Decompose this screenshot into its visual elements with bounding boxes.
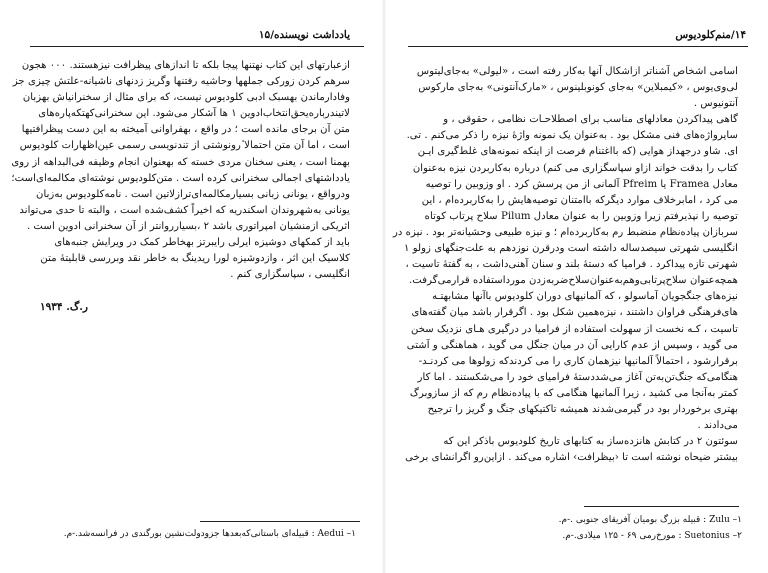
- text-line: گاهی پیداکردن معادلهای مناسب برای اصطلاحـات نظامی ، حقوقی ، و: [443, 114, 738, 126]
- text-line: می‌دادند .: [697, 420, 738, 432]
- text-line: یادداشتهای اجمالی سخنرانی کرده است . متن‌کلودیوس نوشته‌ای مکالمه‌ای‌است؛: [11, 172, 350, 184]
- body-text-right: [392, 64, 738, 466]
- signature-date: ر.گ. ۱۹۳۴: [40, 301, 88, 313]
- text-line: یونانی به‌شهروندان اسکندریه که اخیراً کشف‌شده است ، والبته تا حدی می‌تواند: [19, 204, 350, 216]
- header-rule: [408, 46, 748, 47]
- footnote-rule: [584, 506, 739, 507]
- footnotes-right: [559, 512, 742, 544]
- running-head-right: ۱۴/منم‌کلودیوس: [675, 29, 746, 41]
- running-head-left: یادداشت نویسنده/۱۵: [258, 29, 350, 41]
- text-line: تاسیت ، کـه نخست از سهولت استفاده از فرامیا در درگیری هـای نزدیک سخن: [410, 323, 738, 335]
- text-line: انگلیسی شهرتی سیصدساله داشته است ودرقرن نوزدهم به علت‌جنگهای زولو ۱: [404, 243, 738, 255]
- text-line: بهمنا است ، یعنی سخنان مردی خسته که بهعنوان انجام وظیفه فی‌البداهه از روی: [11, 156, 350, 168]
- text-line: های‌فرهنگی فراوان داشتند ، نیزه‌همین شکل بود . اگرقرار باشد میان گفته‌های: [411, 307, 738, 319]
- footnotes-left: [64, 526, 356, 542]
- text-line: ای. شاو درجهداز هوایی (که بااغتنام فرصت از اینکه نمونه‌های غلط‌گیری ایـن: [417, 146, 738, 158]
- text-line: کمتر به‌آنجا می کشید ، زیرا آلمانیها هنگامی که با پیاده‌نظام رم که از سازوبرگ: [409, 387, 738, 399]
- text-line: توصیه را نپذیرفتم زیرا وزوبین را به عنوان معادل Pilum سلاح پرتاب کوتاه: [424, 210, 738, 222]
- footnote: Suetonius –۲ : مورخ‌رمی ۶۹ - ۱۲۵ میلادی.-م.: [562, 531, 742, 541]
- text-line: وفادارماندن بهسبک ادبی کلودیوس نیست، که برای مثال از سخنرانیاش بهزبان: [22, 92, 350, 104]
- footnote: Aedui –۱ : قبیله‌ای باستانی‌که‌بعدها جزو‌دولت‌نشین بورگندی در فرانسه‌شد.-م.: [63, 529, 356, 539]
- text-line: متن آن برجای مانده است ؛ در واقع ، بهفراوانی آمیخته به این دست پیظرافتیها: [21, 124, 350, 136]
- text-line: می گوید ، وسپس از عدم کارایی آن در میان جنگل می گوید ، هماهنگی و آشتی: [406, 339, 738, 351]
- text-line: معادل Framea یا Pfreim آلمانی از من پرسش کرد . او وزوبین را توصیه: [425, 178, 738, 190]
- page-14: [384, 0, 768, 573]
- text-line: سوئتون ۲ در کتابش هانزده‌ساز به کتابهای تاریخ کلودیوس باذکر این که: [443, 436, 738, 448]
- text-line: است ، اما آن متن احتمالا ٔرونوشتی از تندنویسی رسمی عین‌اظهارات کلودیوس: [19, 140, 350, 152]
- footnote: Zulu –۱ : قبیله بزرگ بومیان آفریقای جنوبی .-م.: [558, 515, 742, 525]
- text-line: اسامی اشخاص آشناتر ازاشکال آنها به‌کار رفته است ، «لیولی» به‌جای‌لیتوس: [416, 66, 738, 77]
- footnote-rule: [200, 521, 360, 522]
- text-line: آنتونیوس .: [693, 98, 738, 110]
- header-rule: [30, 46, 364, 47]
- text-line: لی‌وی‌یوس ، «کیمبلاین» به‌جای کونوبلینوس ، «مارک‌آنتونی» به‌جای مارکوس: [418, 82, 738, 94]
- text-line: انگلیسی ، سپاسگزاری کنم .: [230, 269, 350, 281]
- text-line: ازعبارتهای این کتاب نهتنها پیجا بلکه تا اندازهای پیظرافت نیزهستند. ۰۰۰ هجون: [21, 60, 350, 71]
- text-line: کتاب را بدقت خواند ازاو سپاسگزاری می کنم) درباره به‌کاربردن نیزه به‌عنوان: [412, 162, 738, 174]
- text-line: بهتری برخوردار بود در گیرمی‌شدند همیشه تاکتیکهای جنگ و گریز را ترجیح: [427, 403, 738, 415]
- text-line: سایرواژه‌های فنی مشکل بود . به‌عنوان یک نمونه واژهٔ نیزه را ذکر می‌کنم . تی.: [406, 130, 738, 142]
- text-line: لاتیندرباره‌یحق‌انتخاب‌ادوین ۱ ها آشکار می‌شود. این سخنرانی‌کهتکه‌پاره‌های: [38, 108, 350, 120]
- text-line: هنگامی‌که جنگ‌تن‌به‌تن آغاز می‌شد‌دستهٔ فرامیای خود را می‌شکستند . اما کار: [417, 371, 738, 383]
- text-line: می کرد ، امابرخلاف موارد دیگرکه با‌امتنان توصیه‌هایش را به‌کاربرده‌ام ، این: [421, 194, 738, 206]
- text-line: شهرتی تازه پیداکرد . فرامیا که دستهٔ بلند و سنان آهنی‌داشت ، به گفتهٔ تاسیت ،: [405, 259, 738, 271]
- text-line: باید از کمکهای دوشیزه ایرلی رایبرتز بهخاطر کمک در ویرایش جنبه‌های: [54, 237, 350, 249]
- text-line: برقرارشود ، احتمالاً آلمانیها نیزهمان کاری را می کردندکه زولوها می کردنـد-: [418, 355, 738, 367]
- text-line: نیزه‌های جنگجویان آماسولو ، که آلمانیهای دوران کلودیوس باآنها مشابهتـه: [432, 291, 738, 303]
- text-line: ودرواقع ، یونانی زبانی بسیارمکالمه‌ای‌تراز‌لاتین است . نامه‌کلودیوس به‌زبان: [36, 188, 350, 200]
- text-line: سرهم کردن زورکی جملهها وحاشیه رفتنها وگریز زدنهای ناشیانه-علتش چیزی جز: [12, 76, 350, 88]
- text-line: بیشتر ضیحاه نوشته است تا ‹بیظرافت› اشاره می‌کند . ازاین‌رو اگرانشای برخی: [405, 452, 738, 464]
- body-text-left: [11, 58, 350, 283]
- text-line: کلاسیک این اثر ، وازدوشیزه لورا ریدینگ به خاطر نقد وبررسی قابلیتهٔ متن: [40, 253, 350, 265]
- text-line: همچه‌عنوان سلاح‌پرتابی‌وهم‌به‌عنوان‌سلاح‌ضربه‌زدن مورداستفاده قرارمی‌گرفت.: [409, 275, 738, 287]
- text-line: اثریکی ازمنشیان امپراتوری باشد ۲ ،بسیارروانتر از آن سخنرانی ادوین است .: [26, 220, 350, 232]
- text-line: سربازان پیاده‌نظام منضبط رم به‌کاربرده‌ام ؛ و نیزه طبیعی وحشیانه‌تر بود . نیزه در: [392, 226, 738, 238]
